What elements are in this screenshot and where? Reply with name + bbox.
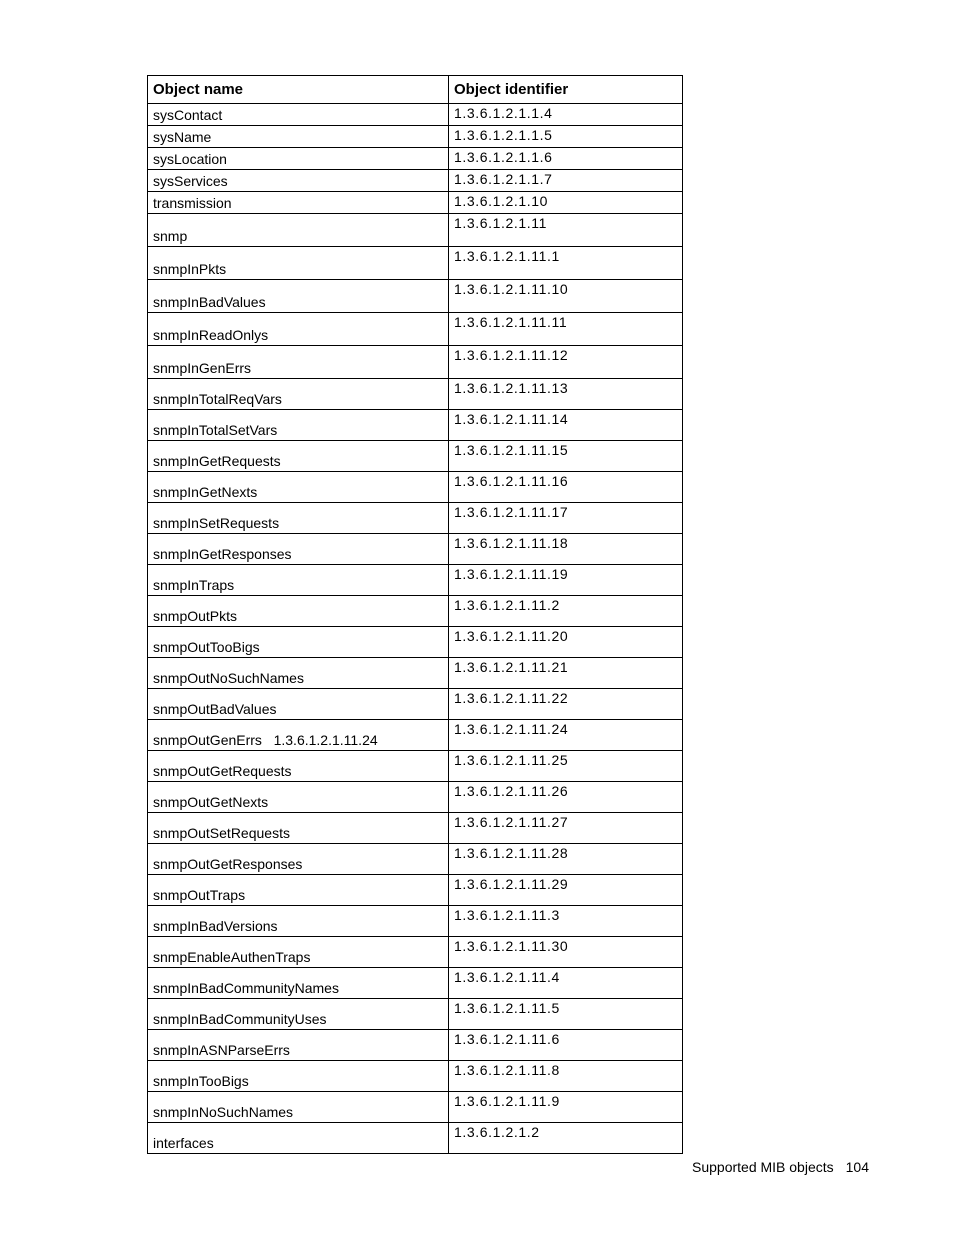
object-identifier-cell: 1.3.6.1.2.1.11.14 (449, 410, 683, 441)
object-identifier-cell: 1.3.6.1.2.1.11.26 (449, 782, 683, 813)
object-identifier-cell: 1.3.6.1.2.1.2 (449, 1123, 683, 1154)
object-name-cell: snmpOutNoSuchNames (148, 658, 449, 689)
table-row (148, 472, 683, 503)
object-identifier-cell: 1.3.6.1.2.1.11.4 (449, 968, 683, 999)
object-identifier-cell: 1.3.6.1.2.1.11.3 (449, 906, 683, 937)
object-identifier-cell: 1.3.6.1.2.1.1.4 (449, 104, 683, 126)
column-header-object-name: Object name (148, 76, 449, 104)
object-identifier-cell: 1.3.6.1.2.1.1.7 (449, 170, 683, 192)
object-identifier-cell: 1.3.6.1.2.1.11.6 (449, 1030, 683, 1061)
object-name-cell: snmpOutTooBigs (148, 627, 449, 658)
object-name-cell: snmpInGetNexts (148, 472, 449, 503)
object-name-cell: snmpInGenErrs (148, 346, 449, 379)
object-name-cell: snmpEnableAuthenTraps (148, 937, 449, 968)
object-name-cell: snmp (148, 214, 449, 247)
object-identifier-cell: 1.3.6.1.2.1.11.22 (449, 689, 683, 720)
object-name-cell: snmpOutSetRequests (148, 813, 449, 844)
object-name-cell: snmpInBadValues (148, 280, 449, 313)
object-name-cell: snmpOutBadValues (148, 689, 449, 720)
object-identifier-cell: 1.3.6.1.2.1.11 (449, 214, 683, 247)
object-name-cell: snmpInGetRequests (148, 441, 449, 472)
object-name-cell: interfaces (148, 1123, 449, 1154)
table-row (148, 1123, 683, 1154)
object-name-cell: snmpInSetRequests (148, 503, 449, 534)
table-row (148, 1030, 683, 1061)
object-name-cell: snmpInTotalSetVars (148, 410, 449, 441)
object-name-cell: sysContact (148, 104, 449, 126)
object-identifier-cell: 1.3.6.1.2.1.11.2 (449, 596, 683, 627)
footer-section-title: Supported MIB objects (692, 1159, 834, 1175)
table-row (148, 1061, 683, 1092)
object-identifier-cell: 1.3.6.1.2.1.11.5 (449, 999, 683, 1030)
object-name-cell: snmpOutGetRequests (148, 751, 449, 782)
object-identifier-cell: 1.3.6.1.2.1.11.20 (449, 627, 683, 658)
object-name-cell: snmpOutPkts (148, 596, 449, 627)
mib-objects-table (147, 75, 683, 1154)
object-identifier-cell: 1.3.6.1.2.1.11.27 (449, 813, 683, 844)
table-row (148, 313, 683, 346)
object-name-cell: snmpInTotalReqVars (148, 379, 449, 410)
object-identifier-cell: 1.3.6.1.2.1.11.25 (449, 751, 683, 782)
object-name-cell: snmpInASNParseErrs (148, 1030, 449, 1061)
table-row (148, 247, 683, 280)
table-row (148, 937, 683, 968)
table-body (148, 104, 683, 1154)
object-name-cell: sysLocation (148, 148, 449, 170)
table-header-row (148, 76, 683, 104)
object-identifier-cell: 1.3.6.1.2.1.11.12 (449, 346, 683, 379)
object-name-cell: snmpOutGetNexts (148, 782, 449, 813)
table-row (148, 441, 683, 472)
object-name-cell: sysServices (148, 170, 449, 192)
table-row (148, 346, 683, 379)
object-name-cell: sysName (148, 126, 449, 148)
object-name-cell: snmpInBadCommunityNames (148, 968, 449, 999)
table-row (148, 875, 683, 906)
object-identifier-cell: 1.3.6.1.2.1.11.10 (449, 280, 683, 313)
object-identifier-cell: 1.3.6.1.2.1.11.29 (449, 875, 683, 906)
object-identifier-cell: 1.3.6.1.2.1.11.1 (449, 247, 683, 280)
table-row (148, 720, 683, 751)
object-name-cell: snmpInReadOnlys (148, 313, 449, 346)
table-row (148, 751, 683, 782)
object-name-cell: snmpInPkts (148, 247, 449, 280)
table-row (148, 906, 683, 937)
object-name-cell: snmpInTooBigs (148, 1061, 449, 1092)
object-name-cell: snmpOutGetResponses (148, 844, 449, 875)
object-identifier-cell: 1.3.6.1.2.1.11.17 (449, 503, 683, 534)
table-row (148, 565, 683, 596)
table-row (148, 534, 683, 565)
table-row (148, 379, 683, 410)
table-row (148, 126, 683, 148)
object-identifier-cell: 1.3.6.1.2.1.11.9 (449, 1092, 683, 1123)
table-row (148, 410, 683, 441)
table-row (148, 503, 683, 534)
object-identifier-cell: 1.3.6.1.2.1.11.30 (449, 937, 683, 968)
object-identifier-cell: 1.3.6.1.2.1.1.6 (449, 148, 683, 170)
table-row (148, 658, 683, 689)
object-identifier-cell: 1.3.6.1.2.1.11.19 (449, 565, 683, 596)
object-identifier-cell: 1.3.6.1.2.1.11.15 (449, 441, 683, 472)
object-name-cell: snmpInBadVersions (148, 906, 449, 937)
table-row (148, 148, 683, 170)
object-identifier-cell: 1.3.6.1.2.1.10 (449, 192, 683, 214)
object-identifier-cell: 1.3.6.1.2.1.11.8 (449, 1061, 683, 1092)
page-number: 104 (845, 1159, 869, 1175)
object-name-cell: snmpInTraps (148, 565, 449, 596)
table-row (148, 596, 683, 627)
table-row (148, 689, 683, 720)
object-name-cell: transmission (148, 192, 449, 214)
object-name-cell: snmpInNoSuchNames (148, 1092, 449, 1123)
object-identifier-cell: 1.3.6.1.2.1.1.5 (449, 126, 683, 148)
table-row (148, 844, 683, 875)
object-identifier-cell: 1.3.6.1.2.1.11.24 (449, 720, 683, 751)
column-header-object-identifier: Object identifier (449, 76, 683, 104)
table-row (148, 813, 683, 844)
table-row (148, 1092, 683, 1123)
page-footer (692, 1159, 869, 1175)
table-row (148, 104, 683, 126)
table-row (148, 999, 683, 1030)
object-name-cell: snmpOutGenErrs 1.3.6.1.2.1.11.24 (148, 720, 449, 751)
table-row (148, 782, 683, 813)
table-row (148, 968, 683, 999)
object-name-cell: snmpOutTraps (148, 875, 449, 906)
object-identifier-cell: 1.3.6.1.2.1.11.18 (449, 534, 683, 565)
table-row (148, 627, 683, 658)
object-identifier-cell: 1.3.6.1.2.1.11.21 (449, 658, 683, 689)
object-identifier-cell: 1.3.6.1.2.1.11.13 (449, 379, 683, 410)
table-row (148, 280, 683, 313)
object-identifier-cell: 1.3.6.1.2.1.11.11 (449, 313, 683, 346)
object-name-cell: snmpInGetResponses (148, 534, 449, 565)
object-name-cell: snmpInBadCommunityUses (148, 999, 449, 1030)
object-identifier-cell: 1.3.6.1.2.1.11.16 (449, 472, 683, 503)
table-row (148, 214, 683, 247)
object-identifier-cell: 1.3.6.1.2.1.11.28 (449, 844, 683, 875)
table-row (148, 192, 683, 214)
table-row (148, 170, 683, 192)
